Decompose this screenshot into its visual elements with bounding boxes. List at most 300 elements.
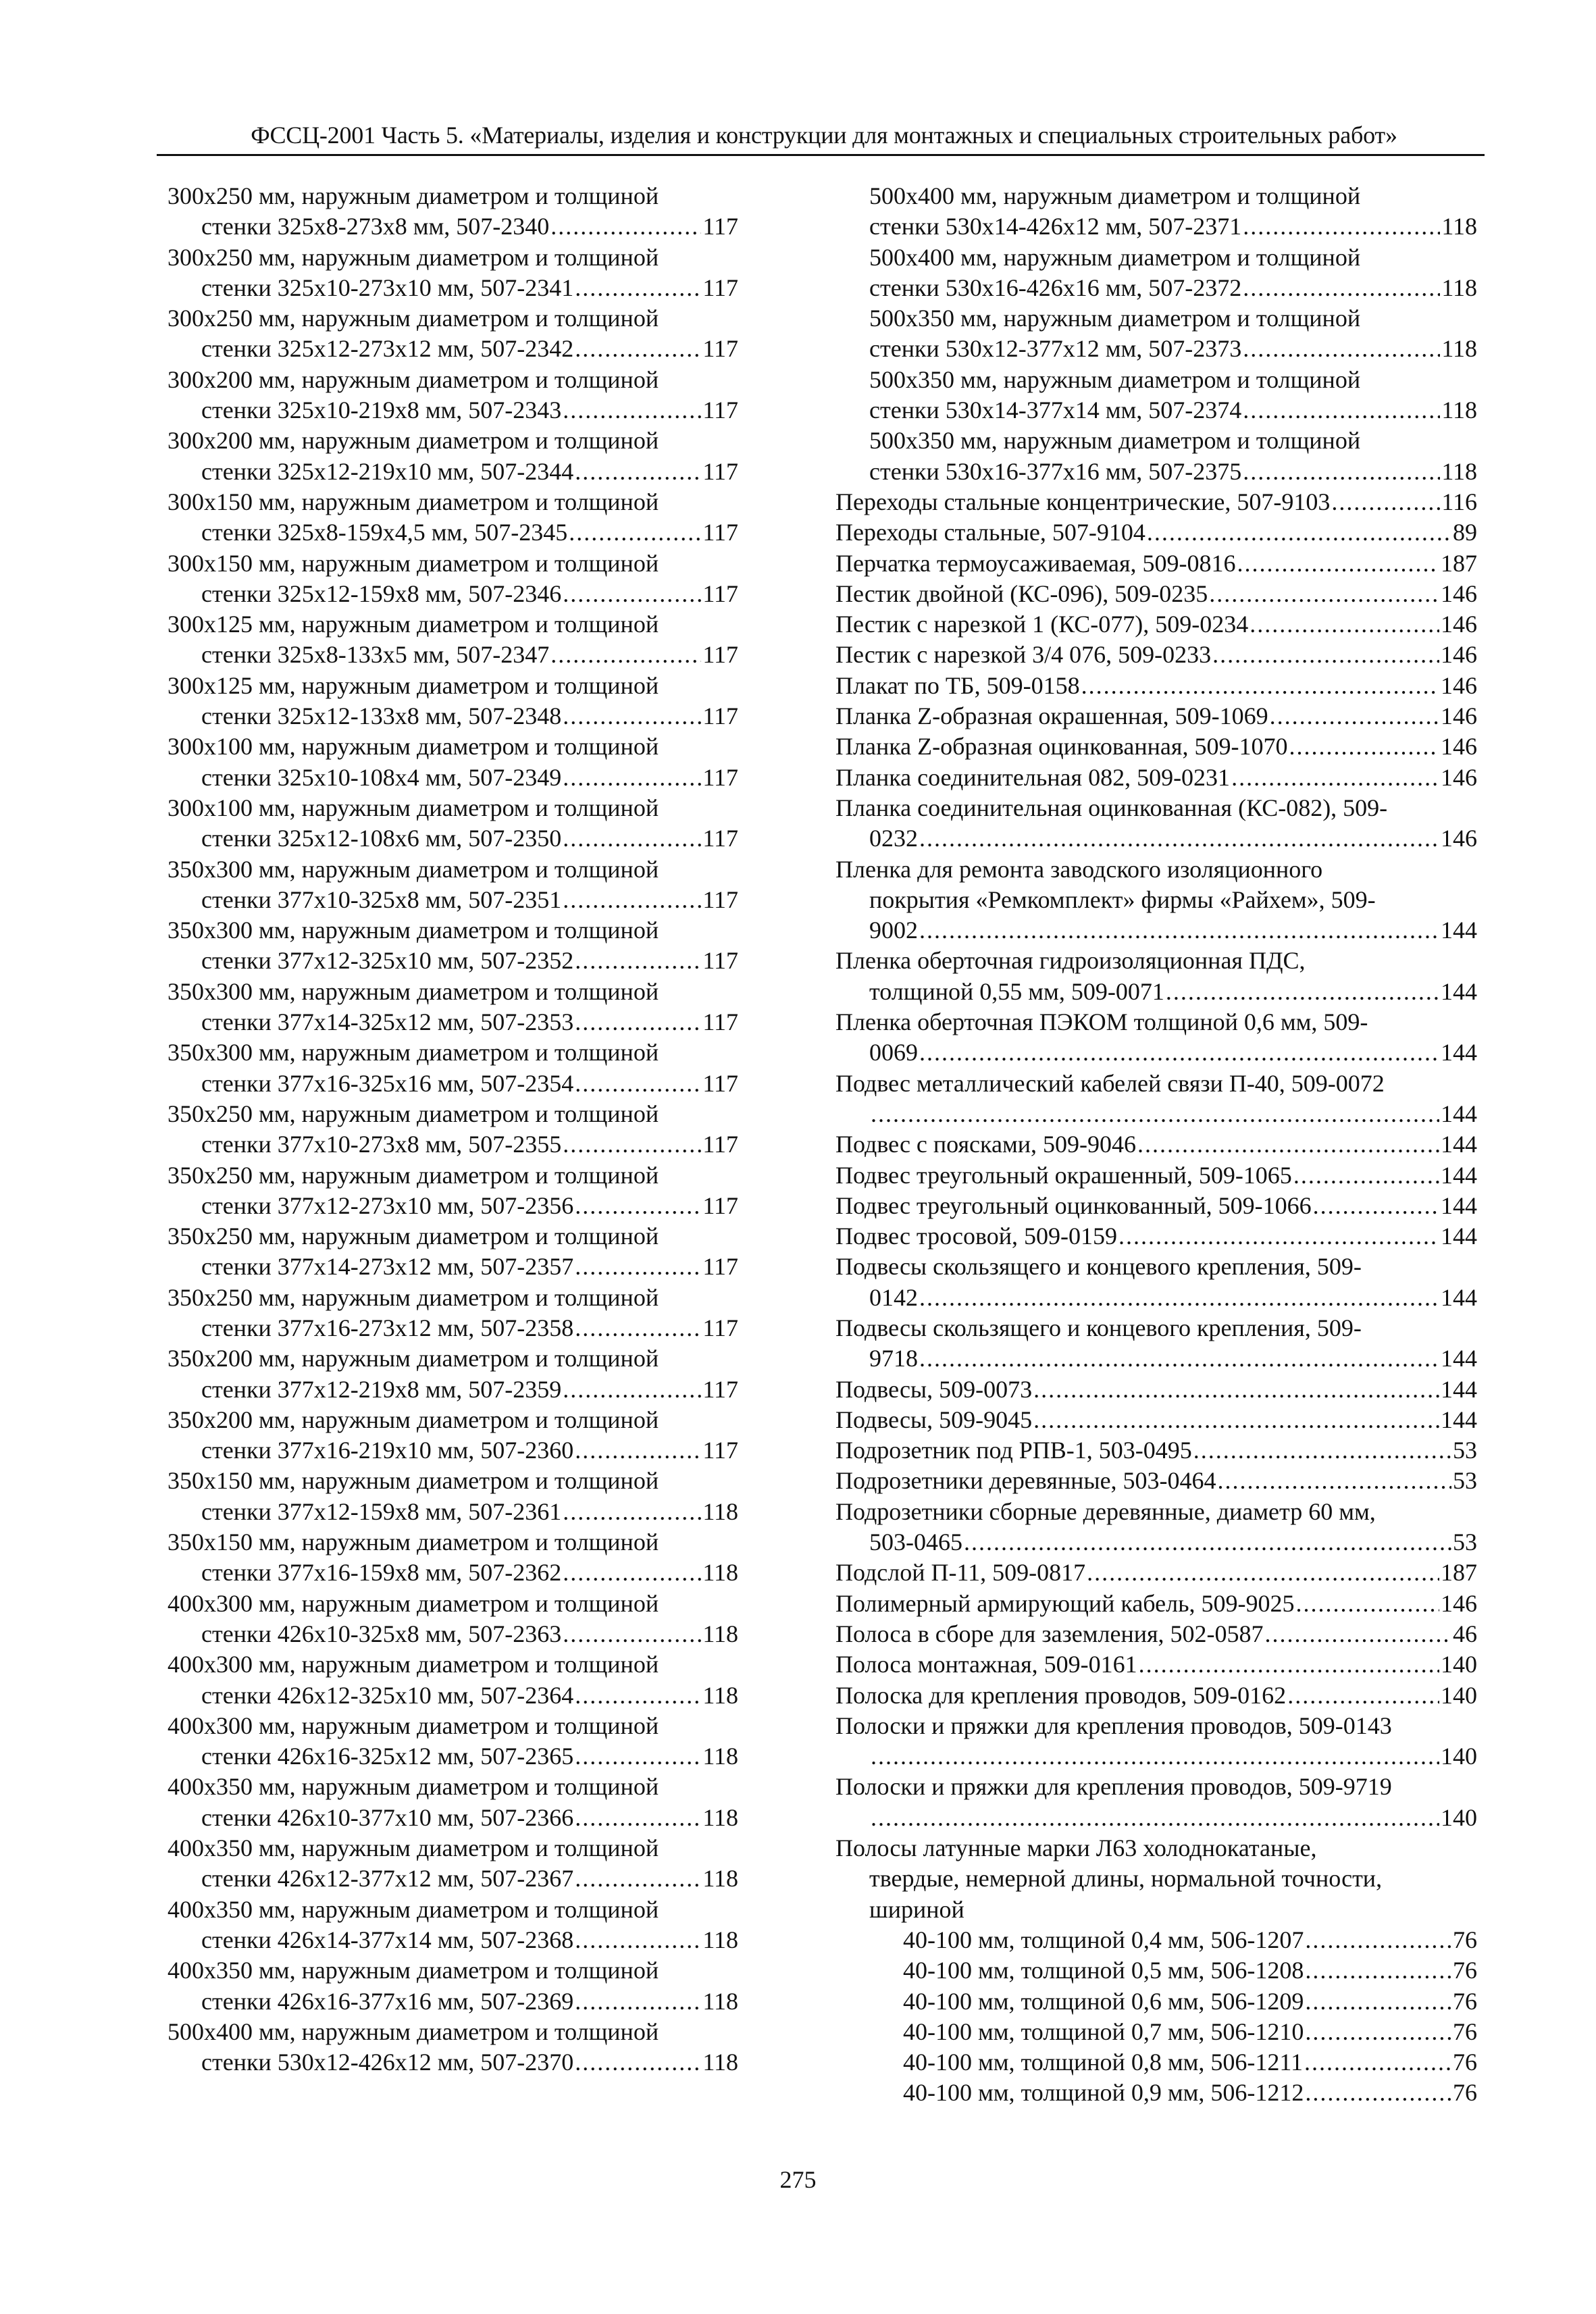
index-entry-text: Полоса монтажная, 509-0161: [835, 1651, 1137, 1678]
index-entry-page-ref: 144: [1441, 1283, 1477, 1311]
index-entry-text: 40-100 мм, толщиной 0,6 мм, 506-1209: [903, 1987, 1304, 2015]
index-entry-text: покрытия «Ремкомплект» фирмы «Райхем», 509-: [869, 885, 1376, 913]
index-entry: [168, 181, 738, 242]
index-entry-text: стенки 530x12-426x12 мм, 507-2370: [201, 2049, 574, 2076]
index-entry-text: 40-100 мм, толщиной 0,7 мм, 506-1210: [903, 2017, 1304, 2045]
index-entry: [835, 2078, 1477, 2108]
index-entry: [835, 1374, 1477, 1405]
index-entry: [168, 1895, 738, 1956]
index-entry-leader-line: [835, 1405, 1477, 1435]
index-entry: [835, 1221, 1477, 1252]
index-entry-page-ref: 76: [1453, 1957, 1477, 1984]
index-entry-text: Полоса в сборе для заземления, 502-0587: [835, 1620, 1264, 1647]
dot-leader: [1243, 457, 1440, 487]
index-entry: [168, 1099, 738, 1160]
index-entry-text: 350x250 мм, наружным диаметром и толщиной: [168, 1283, 659, 1311]
index-entry-text: 400x350 мм, наружным диаметром и толщиной: [168, 1957, 659, 1984]
index-entry-page-ref: 117: [702, 519, 738, 546]
index-entry-page-ref: 117: [702, 1008, 738, 1036]
index-entry-page-ref: 146: [1441, 733, 1477, 761]
index-entry-text: 500x350 мм, наружным диаметром и толщиной: [869, 305, 1361, 332]
dot-leader: [575, 1435, 701, 1466]
dot-leader: [1137, 1129, 1439, 1160]
index-entry-leader-line: [835, 457, 1477, 487]
index-entry-text: Подвес треугольный окрашенный, 509-1065: [835, 1161, 1292, 1189]
index-entry: [168, 1589, 738, 1650]
index-entry-page-ref: 76: [1453, 2079, 1477, 2107]
index-entry-leader-line: [835, 1986, 1477, 2017]
index-entry-leader-line: [835, 823, 1477, 854]
index-entry-leader-line: [835, 640, 1477, 670]
index-entry-leader-line: [835, 1435, 1477, 1466]
index-entry-text: стенки 325x10-108x4 мм, 507-2349: [201, 763, 562, 791]
index-entry-text: 300x250 мм, наружным диаметром и толщиной: [168, 305, 659, 332]
index-entry-text: Пленка оберточная ПЭКОМ толщиной 0,6 мм, 509-: [835, 1008, 1368, 1036]
index-entry-text: 400x350 мм, наружным диаметром и толщиной: [168, 1773, 659, 1801]
dot-leader: [1305, 1986, 1451, 2017]
index-entry: [835, 1772, 1477, 1833]
index-entry-page-ref: 118: [702, 1497, 738, 1525]
index-entry: [835, 854, 1477, 946]
index-entry-text: стенки 325x12-108x6 мм, 507-2350: [201, 825, 562, 852]
index-entry-text: 500x400 мм, наружным диаметром и толщиной: [168, 2017, 659, 2045]
index-entry-page-ref: 187: [1441, 549, 1477, 577]
index-entry-page-ref: 118: [702, 1743, 738, 1770]
dot-leader: [1243, 334, 1440, 364]
index-entry-text: Подслой П-11, 509-0817: [835, 1559, 1086, 1587]
index-entry: [168, 2017, 738, 2078]
index-entry-text: 0142: [869, 1283, 918, 1311]
index-entry-page-ref: 117: [702, 947, 738, 975]
index-entry-leader-line: [835, 1129, 1477, 1160]
index-entry-page-ref: 144: [1441, 917, 1477, 944]
index-entry-text: 350x150 мм, наружным диаметром и толщиной: [168, 1528, 659, 1556]
index-entry-text: 9002: [869, 917, 918, 944]
dot-leader: [563, 1129, 701, 1160]
dot-leader: [563, 1619, 701, 1649]
index-entry-page-ref: 118: [1441, 213, 1477, 240]
index-entry: [835, 1955, 1477, 1986]
index-entry-leader-line: [168, 517, 738, 548]
index-entry-page-ref: 144: [1441, 1131, 1477, 1158]
index-entry-leader-line: [168, 1435, 738, 1466]
index-entry-text: 300x100 мм, наружным диаметром и толщиной: [168, 794, 659, 821]
index-entry: [168, 548, 738, 610]
index-entry-text: стенки 325x10-273x10 мм, 507-2341: [201, 274, 574, 301]
index-entry-leader-line: [835, 1283, 1477, 1313]
index-entry: [835, 1069, 1477, 1130]
index-entry-text: стенки 377x12-159x8 мм, 507-2361: [201, 1497, 562, 1525]
dot-leader: [1331, 487, 1440, 517]
dot-leader: [575, 1803, 701, 1833]
index-entry-leader-line: [168, 211, 738, 242]
index-entry-text: стенки 325x12-133x8 мм, 507-2348: [201, 702, 562, 730]
dot-leader: [1193, 1435, 1451, 1466]
index-entry-text: стенки 377x16-273x12 мм, 507-2358: [201, 1314, 574, 1341]
index-entry-text: 500x350 мм, наружным диаметром и толщиной: [869, 427, 1361, 455]
dot-leader: [964, 1527, 1451, 1558]
dot-leader: [1087, 1558, 1439, 1588]
index-entry-text: 500x400 мм, наружным диаметром и толщиной: [869, 182, 1361, 209]
index-entry: [835, 609, 1477, 640]
index-entry-leader-line: [835, 1649, 1477, 1680]
index-entry-leader-line: [835, 1589, 1477, 1619]
index-entry-page-ref: 116: [1441, 488, 1477, 515]
index-entry-page-ref: 117: [702, 335, 738, 363]
index-entry-page-ref: 117: [702, 396, 738, 424]
index-entry-leader-line: [168, 1069, 738, 1099]
index-entry-text: 400x300 мм, наружным диаметром и толщиной: [168, 1651, 659, 1678]
dot-leader: [871, 1803, 1439, 1833]
dot-leader: [575, 2047, 701, 2078]
index-entry-leader-line: [168, 395, 738, 426]
index-entry-leader-line: [835, 1374, 1477, 1405]
index-entry-text: 350x300 мм, наружным диаметром и толщиной: [168, 977, 659, 1005]
dot-leader: [563, 1374, 701, 1405]
dot-leader: [1209, 579, 1439, 609]
index-entry-text: Планка Z-образная окрашенная, 509-1069: [835, 702, 1268, 730]
index-entry: [835, 671, 1477, 701]
index-entry-text: стенки 377x12-273x10 мм, 507-2356: [201, 1191, 574, 1219]
index-entry: [168, 303, 738, 365]
index-entry-text: стенки 377x10-273x8 мм, 507-2355: [201, 1131, 562, 1158]
dot-leader: [919, 915, 1439, 946]
index-entry: [168, 1343, 738, 1405]
index-entry-text: Полимерный армирующий кабель, 509-9025: [835, 1589, 1295, 1617]
index-entry: [168, 1772, 738, 1833]
dot-leader: [575, 1741, 701, 1772]
index-entry-text: стенки 426x12-377x12 мм, 507-2367: [201, 1865, 574, 1893]
header-rule: [157, 154, 1485, 156]
index-entry-page-ref: 118: [702, 1620, 738, 1647]
index-entry-leader-line: [835, 2017, 1477, 2047]
index-entry-text: Подвесы скользящего и концевого крепления, 509-: [835, 1314, 1362, 1341]
index-entry-leader-line: [835, 1037, 1477, 1068]
index-entry-page-ref: 144: [1441, 1345, 1477, 1372]
index-entry: [835, 1313, 1477, 1374]
index-entry-leader-line: [168, 1252, 738, 1282]
dot-leader: [1305, 2017, 1451, 2047]
index-entry-text: стенки 325x8-159x4,5 мм, 507-2345: [201, 519, 568, 546]
index-entry-text: Планка соединительная 082, 509-0231: [835, 763, 1231, 791]
index-entry-page-ref: 144: [1441, 1375, 1477, 1403]
index-entry-text: стенки 325x8-273x8 мм, 507-2340: [201, 213, 550, 240]
index-entry-page-ref: 117: [702, 1253, 738, 1281]
index-entry: [835, 1252, 1477, 1313]
index-entry-text: 350x250 мм, наружным диаметром и толщиной: [168, 1161, 659, 1189]
index-entry-text: стенки 325x12-219x10 мм, 507-2344: [201, 457, 574, 485]
index-entry-text: 350x200 мм, наружным диаметром и толщиной: [168, 1345, 659, 1372]
index-entry-text: Подвесы, 509-9045: [835, 1406, 1033, 1433]
index-entry-text: 300x125 мм, наружным диаметром и толщиной: [168, 671, 659, 699]
index-entry: [835, 1160, 1477, 1191]
dot-leader: [1033, 1374, 1439, 1405]
index-entry-leader-line: [168, 1741, 738, 1772]
index-entry-text: 40-100 мм, толщиной 0,5 мм, 506-1208: [903, 1957, 1304, 1984]
page-number: 275: [779, 2166, 817, 2193]
index-entry-leader-line: [168, 457, 738, 487]
index-entry-page-ref: 89: [1453, 519, 1477, 546]
dot-leader: [550, 640, 701, 670]
index-entry-text: Перчатка термоусаживаемая, 509-0816: [835, 549, 1236, 577]
index-entry-page-ref: 76: [1453, 1926, 1477, 1953]
index-entry-page-ref: 117: [702, 702, 738, 730]
index-entry: [168, 1466, 738, 1527]
index-entry-leader-line: [835, 1803, 1477, 1833]
index-entry-leader-line: [835, 1619, 1477, 1649]
index-entry-leader-line: [168, 1313, 738, 1343]
index-entry-leader-line: [168, 1986, 738, 2017]
index-entry-text: 350x150 мм, наружным диаметром и толщиной: [168, 1467, 659, 1495]
index-entry: [168, 915, 738, 977]
index-entry-text: Подвесы скользящего и концевого крепления, 509-: [835, 1253, 1362, 1281]
index-entry-leader-line: [835, 671, 1477, 701]
index-entry-text: Подвес тросовой, 509-0159: [835, 1223, 1117, 1250]
index-entry-page-ref: 117: [702, 1191, 738, 1219]
index-entry: [168, 365, 738, 426]
dot-leader: [1304, 2047, 1451, 2078]
index-entry-leader-line: [835, 609, 1477, 640]
index-entry-page-ref: 117: [702, 274, 738, 301]
dot-leader: [575, 946, 701, 976]
dot-leader: [1305, 2078, 1451, 2108]
dot-leader: [563, 1497, 701, 1527]
index-entry-text: 300x150 мм, наружным диаметром и толщиной: [168, 488, 659, 515]
index-entry: [168, 1221, 738, 1283]
index-entry-text: толщиной 0,55 мм, 509-0071: [869, 977, 1164, 1005]
dot-leader: [575, 1680, 701, 1711]
dot-leader: [1033, 1405, 1439, 1435]
index-entry: [835, 1558, 1477, 1588]
index-entry-text: 300x250 мм, наружным диаметром и толщиной: [168, 182, 659, 209]
index-entry-leader-line: [835, 1741, 1477, 1772]
index-entry: [835, 1925, 1477, 1955]
index-entry-text: стенки 426x10-377x10 мм, 507-2366: [201, 1803, 574, 1831]
dot-leader: [575, 457, 701, 487]
dot-leader: [563, 823, 701, 854]
dot-leader: [1139, 1649, 1439, 1680]
index-entry: [168, 977, 738, 1038]
index-entry-page-ref: 140: [1441, 1743, 1477, 1770]
index-entry-page-ref: 76: [1453, 2049, 1477, 2076]
index-entry-leader-line: [835, 731, 1477, 762]
index-entry-text: Подрозетники сборные деревянные, диаметр 60 мм,: [835, 1497, 1376, 1525]
index-entry-text: 0069: [869, 1039, 918, 1066]
dot-leader: [563, 1558, 701, 1588]
index-entry-text: Подвес металлический кабелей связи П-40, 509-0072: [835, 1069, 1385, 1097]
index-entry-text: Подвес с поясками, 509-9046: [835, 1131, 1136, 1158]
index-entry-text: Подрозетники деревянные, 503-0464: [835, 1467, 1216, 1495]
index-entry-leader-line: [835, 1160, 1477, 1191]
index-entry-text: 300x150 мм, наружным диаметром и толщиной: [168, 549, 659, 577]
index-entry-page-ref: 118: [702, 1987, 738, 2015]
index-entry-leader-line: [835, 548, 1477, 579]
index-entry-text: стенки 530x12-377x12 мм, 507-2373: [869, 335, 1242, 363]
index-entry-text: 350x200 мм, наружным диаметром и толщиной: [168, 1406, 659, 1433]
index-entry-text: стенки 377x14-325x12 мм, 507-2353: [201, 1008, 574, 1036]
index-entry: [835, 731, 1477, 762]
dot-leader: [575, 1069, 701, 1099]
index-entry-text: 400x300 мм, наружным диаметром и толщиной: [168, 1712, 659, 1739]
index-entry: [168, 609, 738, 671]
index-entry: [168, 1527, 738, 1589]
index-entry: [168, 731, 738, 793]
index-entry-text: стенки 325x8-133x5 мм, 507-2347: [201, 641, 550, 669]
index-entry-leader-line: [168, 1925, 738, 1955]
index-entry-leader-line: [835, 1191, 1477, 1221]
index-entry-leader-line: [835, 1099, 1477, 1129]
dot-leader: [550, 211, 701, 242]
index-entry-leader-line: [168, 1619, 738, 1649]
index-entry: [835, 1589, 1477, 1619]
index-entry: [168, 1160, 738, 1222]
index-entry-text: Пленка оберточная гидроизоляционная ПДС,: [835, 947, 1306, 975]
dot-leader: [575, 334, 701, 364]
dot-leader: [1313, 1191, 1439, 1221]
index-entry-leader-line: [835, 1925, 1477, 1955]
index-entry-text: 400x350 мм, наружным диаметром и толщиной: [168, 1834, 659, 1862]
index-entry-leader-line: [835, 1221, 1477, 1252]
dot-leader: [1270, 701, 1439, 731]
dot-leader: [919, 1343, 1439, 1374]
index-entry-text: стенки 426x12-325x10 мм, 507-2364: [201, 1681, 574, 1709]
dot-leader: [1305, 1955, 1451, 1986]
index-entry-page-ref: 146: [1441, 641, 1477, 669]
index-entry-leader-line: [835, 1955, 1477, 1986]
index-entry: [168, 487, 738, 548]
index-entry-text: 350x250 мм, наружным диаметром и толщиной: [168, 1223, 659, 1250]
index-entry-text: 300x100 мм, наружным диаметром и толщиной: [168, 733, 659, 761]
index-entry-page-ref: 146: [1441, 671, 1477, 699]
dot-leader: [575, 273, 701, 303]
index-entry-text: 300x125 мм, наружным диаметром и толщиной: [168, 611, 659, 638]
dot-leader: [563, 579, 701, 609]
index-entry: [168, 854, 738, 916]
dot-leader: [1231, 763, 1439, 793]
index-entry-page-ref: 118: [702, 1681, 738, 1709]
index-entry-leader-line: [168, 579, 738, 609]
dot-leader: [563, 885, 701, 915]
index-entry-page-ref: 53: [1453, 1528, 1477, 1556]
index-entry-page-ref: 144: [1441, 1100, 1477, 1127]
index-entry: [835, 1497, 1477, 1558]
index-entry-text: стенки 325x12-159x8 мм, 507-2346: [201, 580, 562, 607]
index-entry-leader-line: [835, 915, 1477, 946]
dot-leader: [575, 1863, 701, 1894]
index-entry-text: стенки 377x14-273x12 мм, 507-2357: [201, 1253, 574, 1281]
index-entry-leader-line: [835, 579, 1477, 609]
index-entry-leader-line: [835, 1527, 1477, 1558]
index-entry-text: Полоска для крепления проводов, 509-0162: [835, 1681, 1287, 1709]
index-entry-page-ref: 117: [702, 825, 738, 852]
index-entry: [835, 1619, 1477, 1649]
dot-leader: [575, 1986, 701, 2017]
index-entry-text: твердые, немерной длины, нормальной точности,: [869, 1865, 1383, 1893]
index-entry-page-ref: 118: [1441, 457, 1477, 485]
index-entry-text: шириной: [869, 1895, 964, 1923]
index-entry-page-ref: 117: [702, 213, 738, 240]
dot-leader: [569, 517, 701, 548]
index-entry-page-ref: 118: [702, 1559, 738, 1587]
index-entry-text: Полосы латунные марки Л63 холоднокатаные,: [835, 1834, 1317, 1862]
dot-leader: [1237, 548, 1439, 579]
index-entry-text: 0232: [869, 825, 918, 852]
index-entry-page-ref: 53: [1453, 1467, 1477, 1495]
index-entry-text: Планка соединительная оцинкованная (КС-082), 509-: [835, 794, 1388, 821]
index-entry-leader-line: [168, 946, 738, 976]
index-entry-leader-line: [835, 1466, 1477, 1496]
index-entry: [835, 793, 1477, 854]
index-entry: [835, 946, 1477, 1007]
index-entry-text: стенки 530x16-377x16 мм, 507-2375: [869, 457, 1242, 485]
index-entry-leader-line: [835, 763, 1477, 793]
index-entry-leader-line: [168, 1129, 738, 1160]
index-entry-text: стенки 377x16-219x10 мм, 507-2360: [201, 1437, 574, 1464]
index-entry: [835, 1129, 1477, 1160]
index-entry: [835, 365, 1477, 426]
index-entry-leader-line: [168, 640, 738, 670]
index-entry-page-ref: 117: [702, 641, 738, 669]
index-entry-page-ref: 76: [1453, 1987, 1477, 2015]
index-entry-text: 350x250 мм, наружным диаметром и толщиной: [168, 1100, 659, 1127]
index-entry: [835, 763, 1477, 793]
index-entry: [835, 426, 1477, 487]
index-entry-leader-line: [835, 977, 1477, 1007]
index-entry-page-ref: 117: [702, 885, 738, 913]
index-entry-page-ref: 140: [1441, 1651, 1477, 1678]
index-entry: [835, 487, 1477, 517]
index-entry-leader-line: [168, 1558, 738, 1588]
index-entry-leader-line: [835, 701, 1477, 731]
index-entry-page-ref: 117: [702, 763, 738, 791]
dot-leader: [1287, 1680, 1439, 1711]
index-entry-text: стенки 377x16-159x8 мм, 507-2362: [201, 1559, 562, 1587]
dot-leader: [575, 1007, 701, 1037]
index-entry-leader-line: [168, 2047, 738, 2078]
dot-leader: [1243, 273, 1440, 303]
index-entry-text: 9718: [869, 1345, 918, 1372]
dot-leader: [1243, 395, 1440, 426]
index-entry: [168, 1649, 738, 1711]
dot-leader: [919, 1283, 1439, 1313]
index-entry-leader-line: [835, 2078, 1477, 2108]
index-entry-leader-line: [835, 517, 1477, 548]
index-entry-page-ref: 146: [1441, 1589, 1477, 1617]
index-entry-page-ref: 146: [1441, 611, 1477, 638]
index-entry: [835, 517, 1477, 548]
index-entry: [835, 1435, 1477, 1466]
index-entry-text: стенки 377x12-219x8 мм, 507-2359: [201, 1375, 562, 1403]
index-entry: [835, 1007, 1477, 1069]
index-entry-leader-line: [168, 823, 738, 854]
index-entry-leader-line: [168, 1191, 738, 1221]
index-column-left: [168, 181, 738, 2078]
index-entry-text: Пестик с нарезкой 3/4 076, 509-0233: [835, 641, 1212, 669]
index-entry-leader-line: [835, 211, 1477, 242]
index-entry-leader-line: [168, 273, 738, 303]
running-header: ФССЦ-2001 Часть 5. «Материалы, изделия и конструкции для монтажных и специальных строительных работ»: [251, 122, 1397, 149]
index-entry-text: 503-0465: [869, 1528, 962, 1556]
index-entry-page-ref: 118: [702, 1803, 738, 1831]
index-entry-page-ref: 117: [702, 1314, 738, 1341]
index-entry-text: 40-100 мм, толщиной 0,9 мм, 506-1212: [903, 2079, 1304, 2107]
index-entry-page-ref: 118: [1441, 396, 1477, 424]
index-entry-text: стенки 530x14-377x14 мм, 507-2374: [869, 396, 1242, 424]
dot-leader: [575, 1313, 701, 1343]
index-entry-page-ref: 117: [702, 1375, 738, 1403]
index-entry-leader-line: [168, 1680, 738, 1711]
dot-leader: [1081, 671, 1439, 701]
